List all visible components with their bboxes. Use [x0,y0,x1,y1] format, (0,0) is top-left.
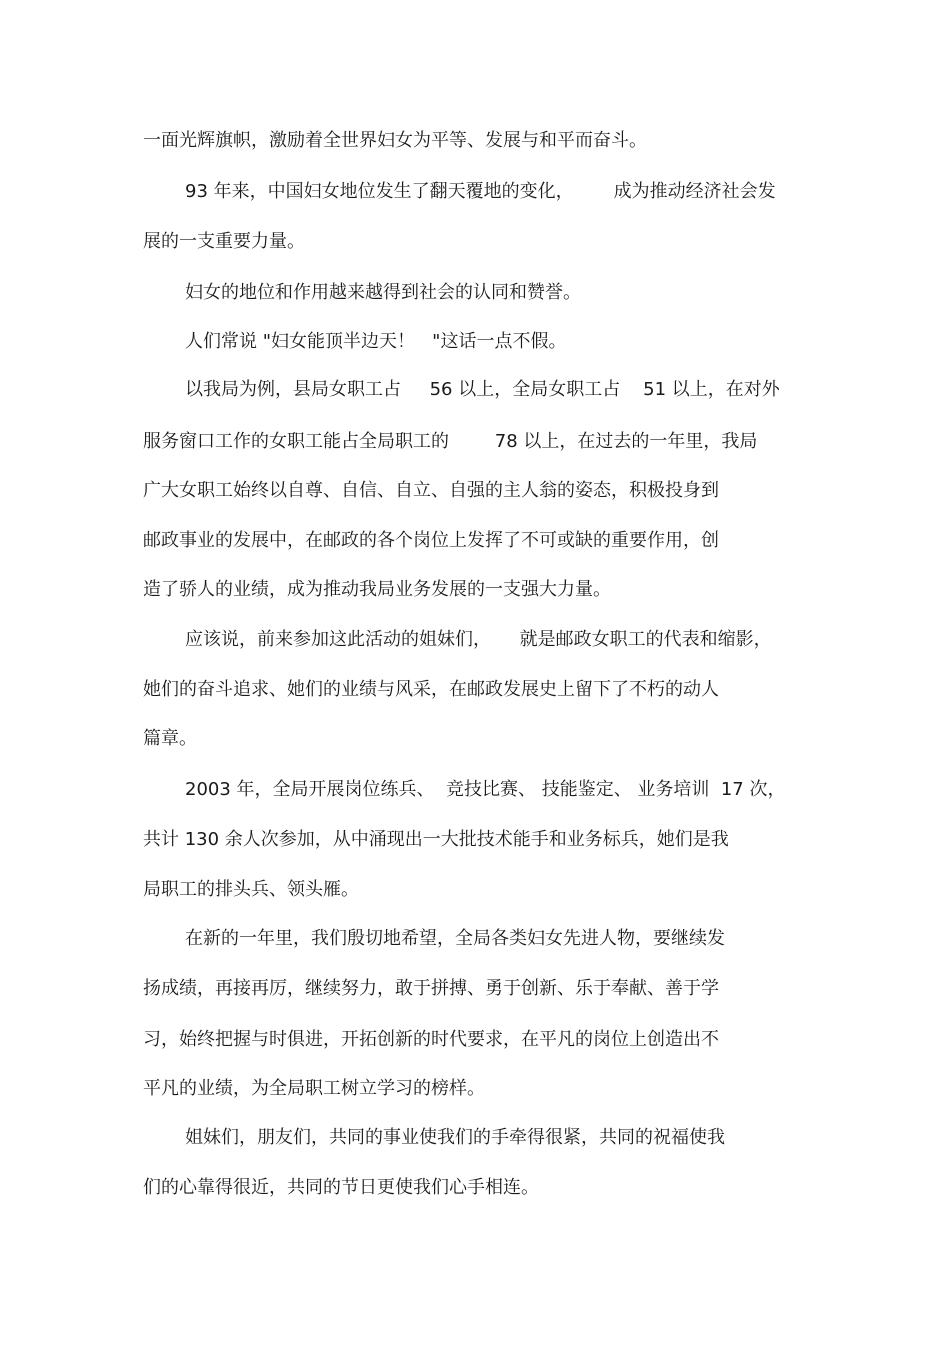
text-line: 广大女职工始终以自尊、自信、自立、自强的主人翁的姿态，积极投身到 [143,480,719,501]
text-line: 扬成绩，再接再厉，继续努力，敢于拼搏、勇于创新、乐于奉献、善于学 [143,978,719,999]
text-line: 局职工的排头兵、领头雁。 [143,879,359,900]
text-line: 人们常说 "妇女能顶半边天！ "这话一点不假。 [185,331,567,352]
text-line: 姐妹们，朋友们，共同的事业使我们的手牵得很紧，共同的祝福使我 [185,1127,725,1148]
text-line: 造了骄人的业绩，成为推动我局业务发展的一支强大力量。 [143,579,611,600]
text-line: 应该说，前来参加这此活动的姐妹们， 就是邮政女职工的代表和缩影， [185,629,772,650]
text-line: 妇女的地位和作用越来越得到社会的认同和赞誉。 [185,282,581,303]
text-line: 2003 年，全局开展岗位练兵、 竞技比赛、 技能鉴定、 业务培训 17 次， [185,779,786,800]
text-line: 们的心靠得很近，共同的节日更使我们心手相连。 [143,1177,539,1198]
text-line: 她们的奋斗追求、她们的业绩与风采，在邮政发展史上留下了不朽的动人 [143,679,719,700]
text-line: 一面光辉旗帜，激励着全世界妇女为平等、发展与和平而奋斗。 [143,130,647,151]
text-line: 以我局为例，县局女职工占 56 以上，全局女职工占 51 以上，在对外 [185,379,780,400]
text-line: 习，始终把握与时俱进，开拓创新的时代要求，在平凡的岗位上创造出不 [143,1029,719,1050]
text-line: 篇章。 [143,728,197,749]
text-line: 在新的一年里，我们殷切地希望，全局各类妇女先进人物，要继续发 [185,928,725,949]
text-line: 共计 130 余人次参加，从中涌现出一大批技术能手和业务标兵，她们是我 [143,829,729,850]
text-line: 93 年来，中国妇女地位发生了翻天覆地的变化， 成为推动经济社会发 [185,181,776,202]
text-line: 邮政事业的发展中，在邮政的各个岗位上发挥了不可或缺的重要作用，创 [143,530,719,551]
text-line: 服务窗口工作的女职工能占全局职工的 78 以上，在过去的一年里，我局 [143,431,758,452]
text-line: 展的一支重要力量。 [143,231,305,252]
text-line: 平凡的业绩，为全局职工树立学习的榜样。 [143,1078,485,1099]
